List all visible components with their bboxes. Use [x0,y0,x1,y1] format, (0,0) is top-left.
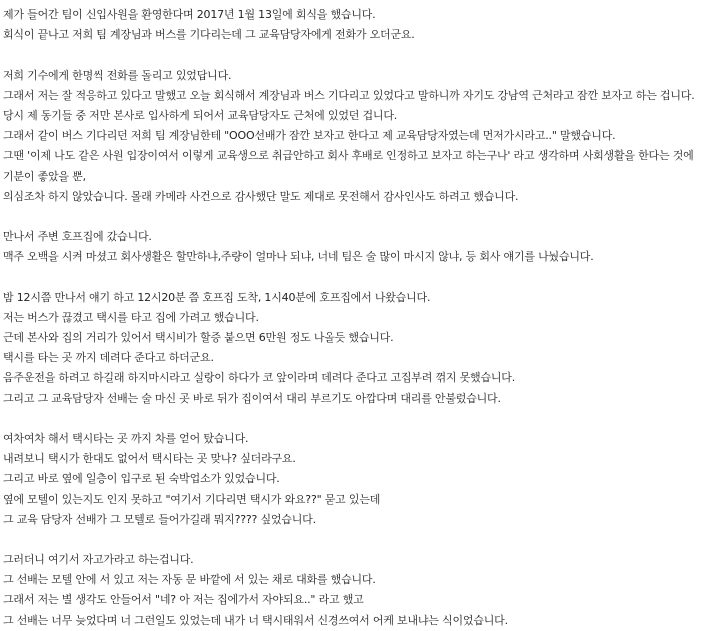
text-line: 그 선배는 너무 늦었다며 너 그런일도 있었는데 내가 너 택시태워서 신경쓰여서 어케 보내냐는 식이었습니다. [3,613,508,627]
text-line: 제가 들어간 팀이 신입사원을 환영한다며 2017년 1월 13일에 회식을 했습니다. [3,8,376,21]
text-line: 그리고 그 교육담당자 선배는 술 마신 곳 바로 뒤가 집이여서 대리 부르기도 아깝다며 대리를 안불렀습니다. [3,391,501,405]
text-line: 그리고 바로 옆에 일층이 입구로 된 숙박업소가 있었습니다. [3,472,280,486]
paragraph-spacer [3,409,720,429]
paragraph [3,5,720,45]
text-line: 그러더니 여기서 자고가라고 하는겁니다. [3,553,194,567]
paragraph-spacer [3,45,720,65]
text-line: 그래서 저는 별 생각도 안들어서 "네? 아 저는 집에가서 자야되요.." 라고 했고 [3,593,364,607]
text-line: 그 교육 담당자 선배가 그 모텔로 들어가길래 뭐지???? 싶었습니다. [3,512,316,526]
text-line: 옆에 모텔이 있는지도 인지 못하고 "여기서 기다리면 택시가 와요??" 묻고 있는데 [3,492,381,506]
text-line: 회식이 끝나고 저희 팀 계장님과 버스를 기다리는데 그 교육담당자에게 전화가 오더군요. [3,28,415,42]
text-line: 그래서 저는 잘 적응하고 있다고 말했고 오늘 회식해서 계장님과 버스 기다리고 있었다고 말하니까 자기도 강남역 근처라고 잠깐 보자고 하는 겁니다. [3,88,695,102]
text-line: 내려보니 택시가 한대도 없어서 택시타는 곳 맞나? 싶더라구요. [3,452,296,466]
text-line: 맥주 오백을 시켜 마셨고 회사생활은 할만하냐,주량이 얼마나 되냐, 너네 팀은 술 많이 마시지 않냐, 등 회사 얘기를 나눴습니다. [3,250,594,264]
text-line: 기분이 좋았을 뿐, [3,169,86,183]
text-line: 근데 본사와 집의 거리가 있어서 택시비가 할증 붙으면 6만원 정도 나올듯 했습니다. [3,331,394,344]
text-line: 저희 기수에게 한명씩 전화를 돌리고 있었답니다. [3,68,232,82]
paragraph-spacer [3,267,720,287]
paragraph-spacer [3,530,720,550]
text-line: 택시를 타는 곳 까지 데려다 준다고 하더군요. [3,351,214,365]
text-line: 그땐 '이제 나도 같은 사원 입장이여서 이렇게 교육생으로 취급안하고 회사 후배로 인정하고 보자고 하는구나' 라고 생각하며 사회생활을 한다는 것에 [3,149,694,163]
text-line: 의심조차 하지 않았습니다. 몰래 카메라 사건으로 감사했단 말도 제대로 못전해서 감사인사도 하려고 했습니다. [3,189,519,203]
paragraph [3,550,720,631]
text-line: 당시 제 동기들 중 저만 본사로 입사하게 되어서 교육담당자도 근처에 있었던 겁니다. [3,108,398,122]
text-line: 밤 12시쯤 만나서 얘기 하고 12시20분 쯤 호프집 도착, 1시40분에 호프집에서 나왔습니다. [3,290,431,304]
text-line: 만나서 주변 호프집에 갔습니다. [3,230,152,244]
text-line: 그래서 같이 버스 기다리던 저희 팀 계장님한테 "OOO선배가 잠깐 보자고 한다고 제 교육담당자였는데 먼저가시라고.." 말했습니다. [3,129,616,143]
paragraph [3,429,720,530]
text-line: 그 선배는 모텔 안에 서 있고 저는 자동 문 바깥에 서 있는 채로 대화를 했습니다. [3,573,376,587]
paragraph [3,288,720,409]
paragraph [3,227,720,267]
text-line: 저는 버스가 끊겼고 택시를 타고 집에 가려고 했습니다. [3,310,259,324]
paragraph [3,66,720,207]
paragraph-spacer [3,207,720,227]
text-line: 여차여차 해서 택시타는 곳 까지 차를 얻어 탔습니다. [3,431,249,445]
text-line: 음주운전을 하려고 하길래 하지마시라고 실랑이 하다가 코 앞이라며 데려다 준다고 고집부려 꺾지 못했습니다. [3,371,516,385]
